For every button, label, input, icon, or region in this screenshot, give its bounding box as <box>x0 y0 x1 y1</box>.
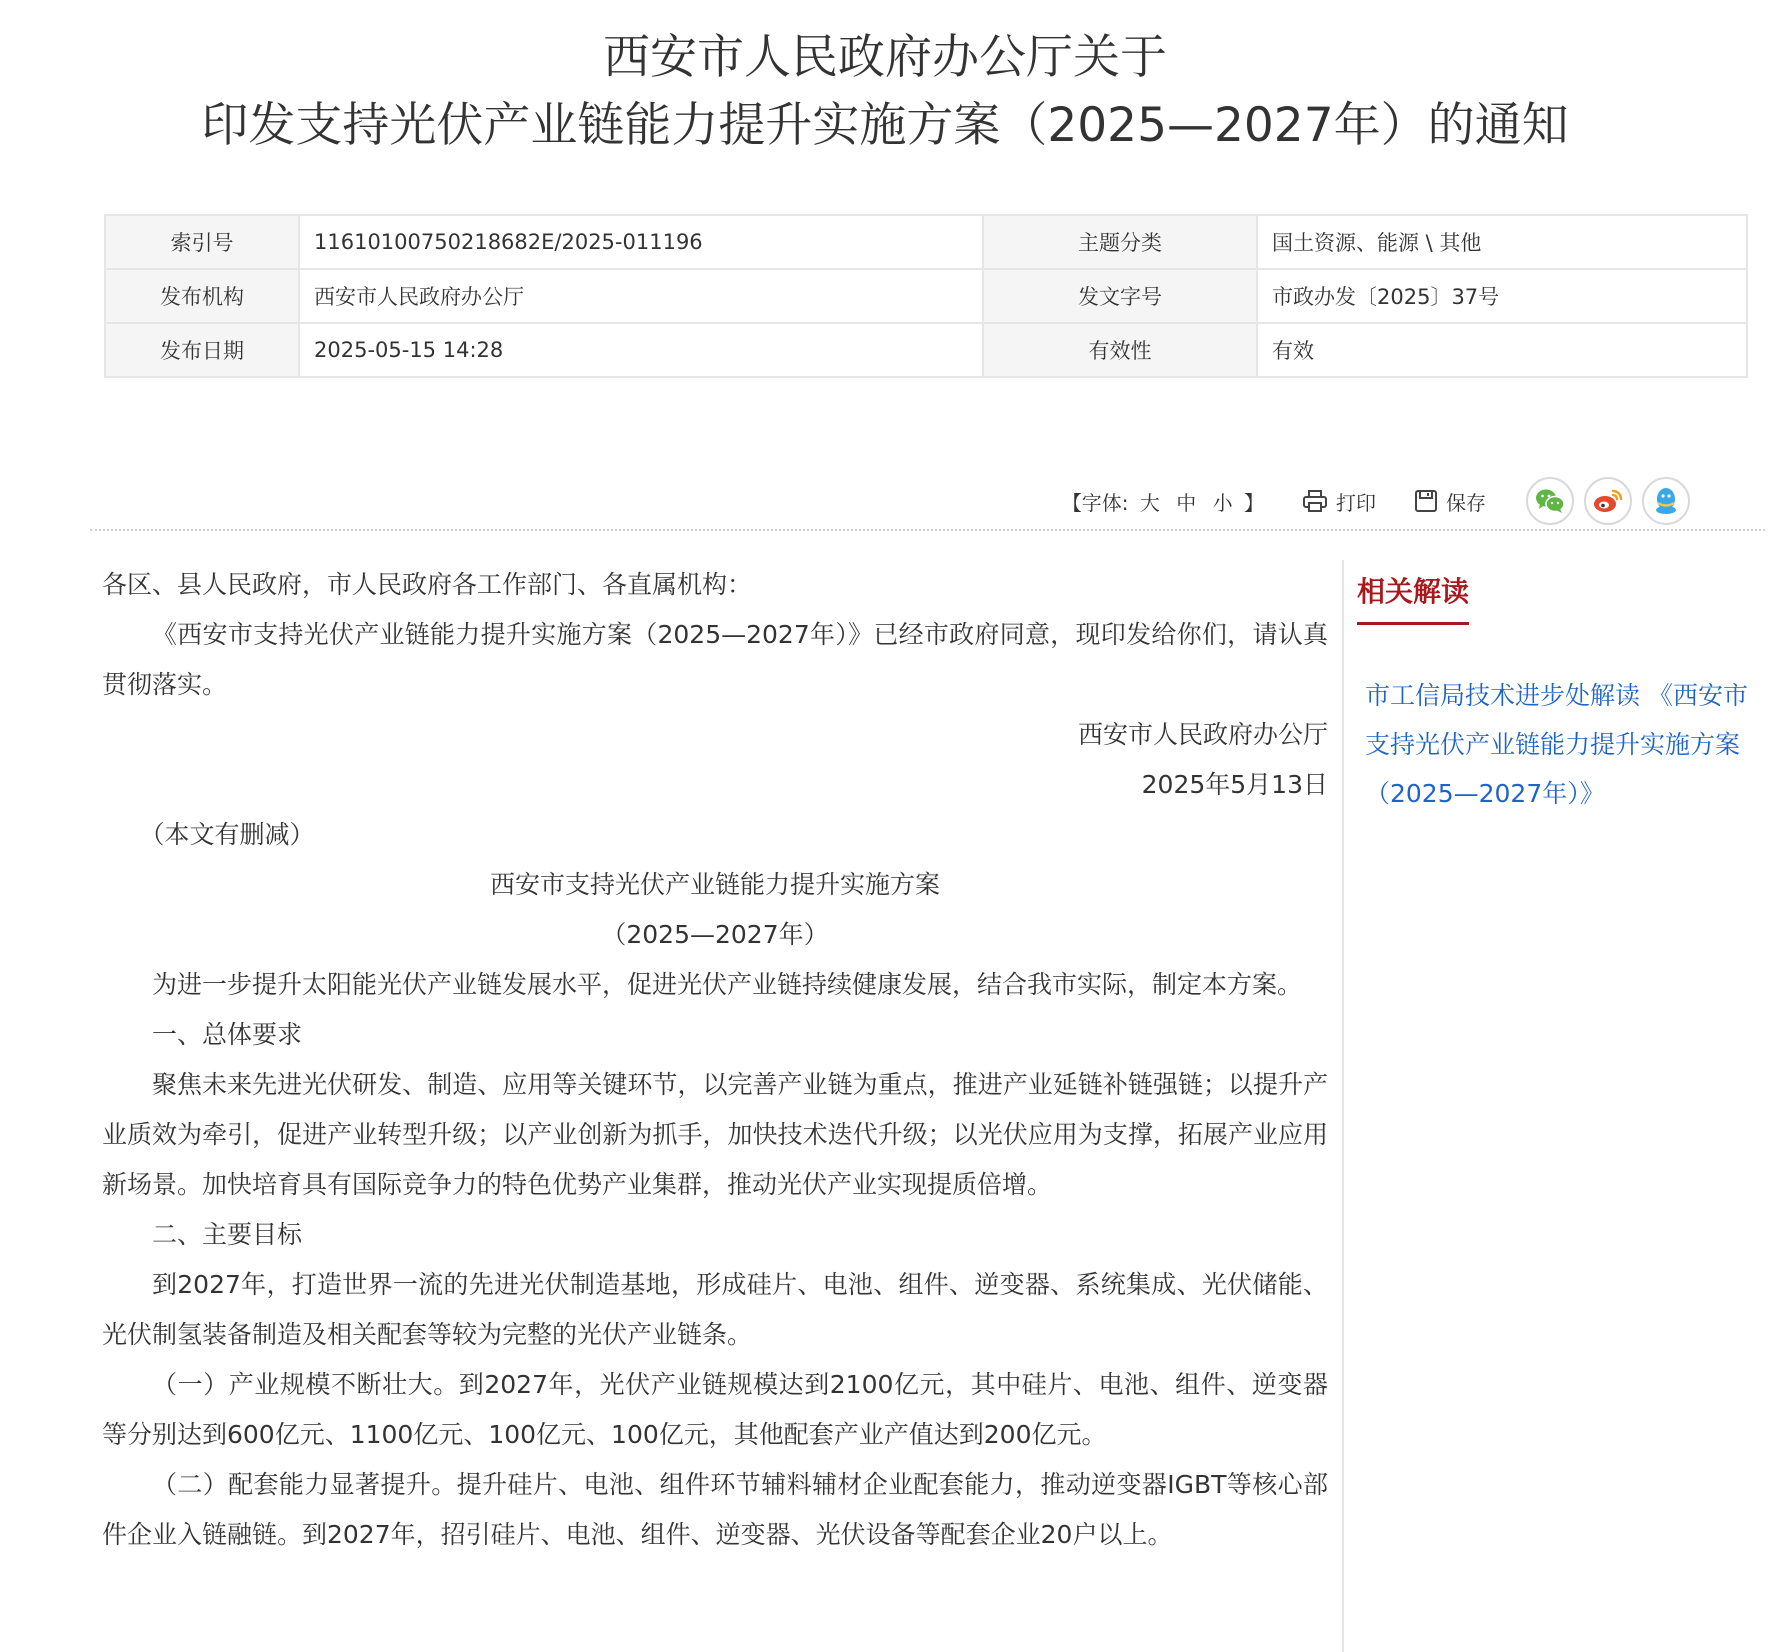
qq-share-button[interactable] <box>1642 477 1690 525</box>
font-small-button[interactable]: 小 <box>1212 490 1233 515</box>
docno-value: 市政办发〔2025〕37号 <box>1257 269 1747 323</box>
font-large-button[interactable]: 大 <box>1139 490 1160 515</box>
font-size-control <box>1062 487 1264 516</box>
salutation: 各区、县人民政府，市人民政府各工作部门、各直属机构： <box>102 570 753 599</box>
weibo-share-button[interactable] <box>1584 477 1632 525</box>
related-reading-link[interactable]: 市工信局技术进步处解读 《西安市支持光伏产业链能力提升实施方案（2025—2027年）》 <box>1365 681 1748 808</box>
article-body <box>102 560 1328 1560</box>
print-button[interactable] <box>1302 487 1376 516</box>
docno-label: 发文字号 <box>983 269 1257 323</box>
index-value: 11610100750218682E/2025-011196 <box>299 215 983 269</box>
publisher-label: 发布机构 <box>105 269 299 323</box>
printer-icon <box>1302 489 1328 513</box>
print-label: 打印 <box>1336 490 1376 515</box>
font-medium-button[interactable]: 中 <box>1176 490 1197 515</box>
publisher-value: 西安市人民政府办公厅 <box>299 269 983 323</box>
weibo-icon <box>1592 487 1624 515</box>
plan-years: （2025—2027年） <box>601 920 829 949</box>
paragraph: 聚焦未来先进光伏研发、制造、应用等关键环节，以完善产业链为重点，推进产业延链补链强链；以提升产业质效为牵引，促进产业转型升级；以产业创新为抓手，加快技术迭代升级；以光伏应用为支撑，拓展产业应用新场景。加快培育具有国际竞争力的特色优势产业集群，推动光伏产业实现提质倍增。 <box>102 1070 1328 1199</box>
save-label: 保存 <box>1446 490 1486 515</box>
validity-value: 有效 <box>1257 323 1747 377</box>
plan-title: 西安市支持光伏产业链能力提升实施方案 <box>489 870 940 899</box>
wechat-icon <box>1534 487 1566 515</box>
paragraph: 为进一步提升太阳能光伏产业链发展水平，促进光伏产业链持续健康发展，结合我市实际，制定本方案。 <box>152 970 1303 999</box>
date-label: 发布日期 <box>105 323 299 377</box>
sign-date: 2025年5月13日 <box>1141 770 1328 799</box>
table-row <box>105 323 1747 377</box>
paragraph: （一）产业规模不断壮大。到2027年，光伏产业链规模达到2100亿元，其中硅片、电池、组件、逆变器等分别达到600亿元、1100亿元、100亿元、100亿元，其他配套产业产值达到200亿元。 <box>102 1370 1328 1449</box>
edit-note: （本文有删减） <box>139 820 315 849</box>
paragraph: 《西安市支持光伏产业链能力提升实施方案（2025—2027年）》已经市政府同意，现印发给你们，请认真贯彻落实。 <box>102 620 1328 699</box>
font-size-open: 【字体: <box>1061 490 1129 515</box>
save-button[interactable] <box>1414 487 1486 516</box>
title-line-2: 印发支持光伏产业链能力提升实施方案（2025—2027年）的通知 <box>201 98 1569 153</box>
paragraph: 到2027年，打造世界一流的先进光伏制造基地，形成硅片、电池、组件、逆变器、系统集成、光伏储能、光伏制氢装备制造及相关配套等较为完整的光伏产业链条。 <box>102 1270 1328 1349</box>
sidebar-title: 相关解读 <box>1357 572 1469 625</box>
save-icon <box>1414 489 1438 513</box>
paragraph: （二）配套能力显著提升。提升硅片、电池、组件环节辅料辅材企业配套能力，推动逆变器IGBT等核心部件企业入链融链。到2027年，招引硅片、电池、组件、逆变器、光伏设备等配套企业20户以上。 <box>102 1470 1328 1549</box>
share-buttons <box>1516 477 1690 525</box>
page-title <box>0 24 1770 160</box>
index-label: 索引号 <box>105 215 299 269</box>
sidebar-divider <box>1342 560 1344 1652</box>
section-heading: 二、主要目标 <box>152 1220 303 1249</box>
table-row <box>105 215 1747 269</box>
title-line-1: 西安市人民政府办公厅关于 <box>603 30 1167 85</box>
related-readings-sidebar <box>1357 572 1757 818</box>
article-toolbar <box>1062 476 1690 526</box>
signer: 西安市人民政府办公厅 <box>1077 720 1328 749</box>
topic-label: 主题分类 <box>983 215 1257 269</box>
font-size-close: 】 <box>1244 490 1264 515</box>
table-row <box>105 269 1747 323</box>
wechat-share-button[interactable] <box>1526 477 1574 525</box>
document-meta-table <box>104 214 1748 378</box>
date-value: 2025-05-15 14:28 <box>299 323 983 377</box>
toolbar-divider <box>90 529 1765 531</box>
qq-icon <box>1652 486 1680 516</box>
topic-value: 国土资源、能源 \ 其他 <box>1257 215 1747 269</box>
section-heading: 一、总体要求 <box>152 1020 303 1049</box>
validity-label: 有效性 <box>983 323 1257 377</box>
